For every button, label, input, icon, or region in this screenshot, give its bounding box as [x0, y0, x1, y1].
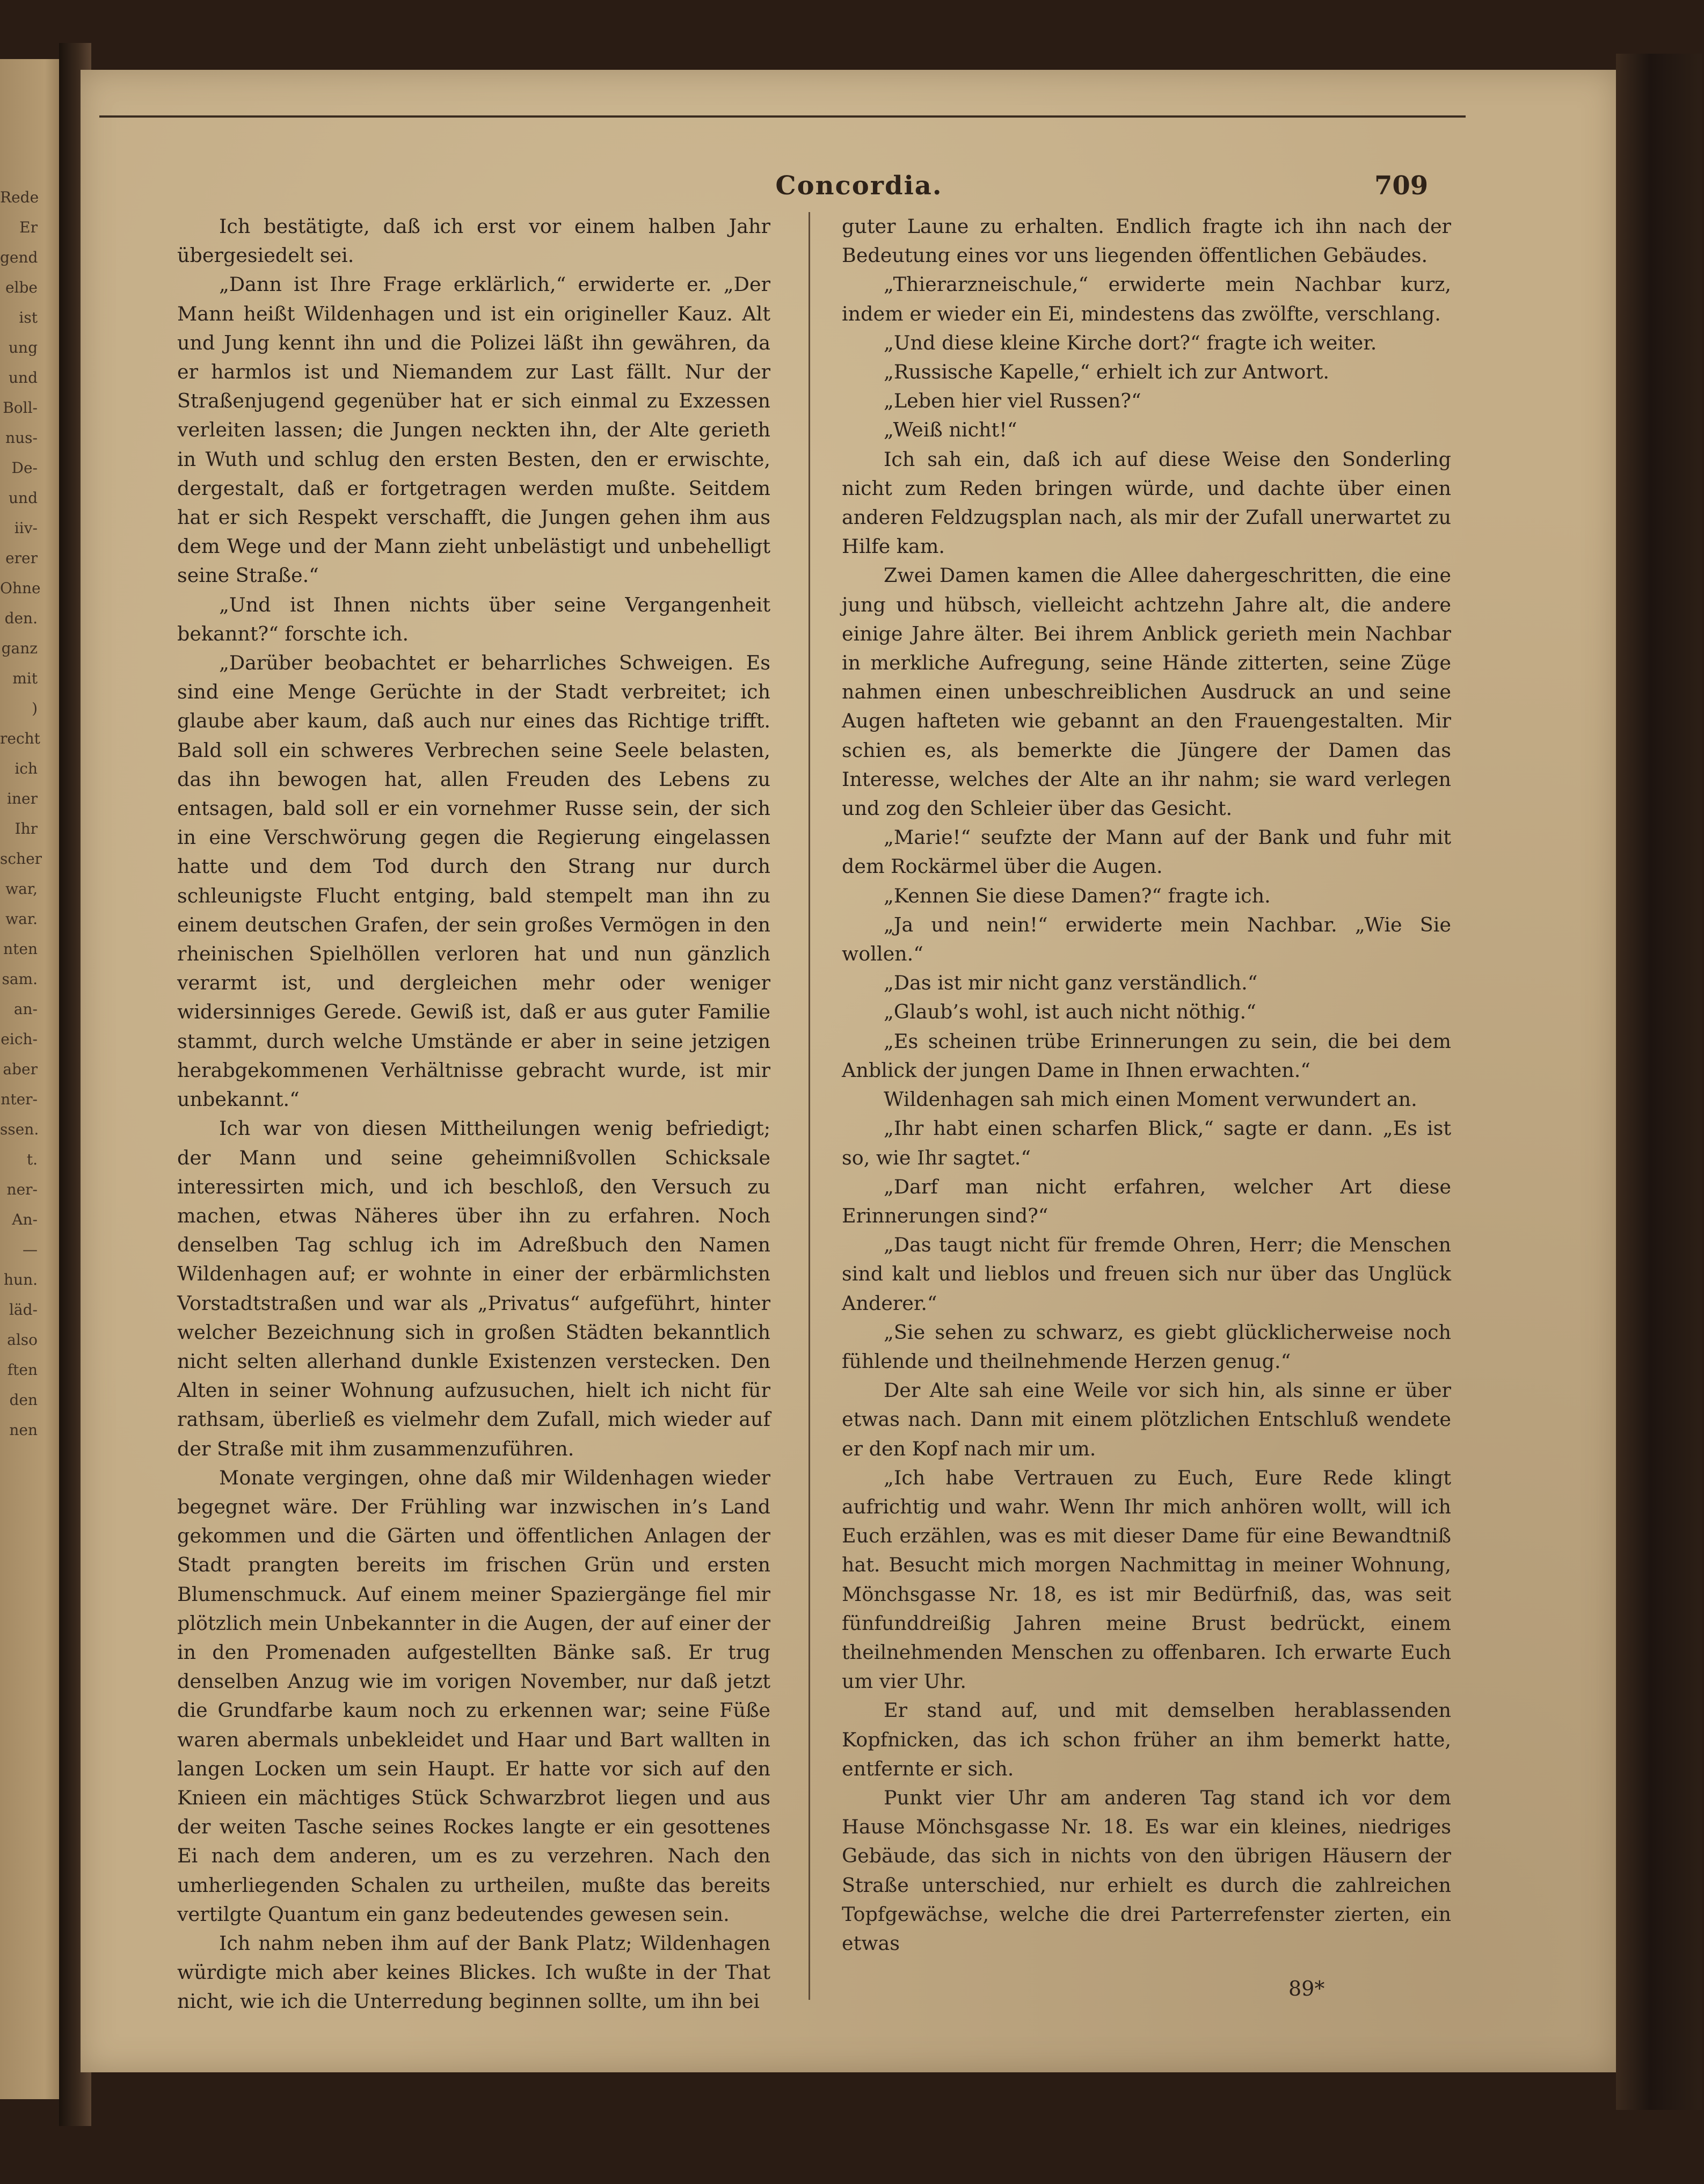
facing-page-fragment: also — [7, 1331, 38, 1349]
facing-page-fragment: den — [9, 1391, 38, 1409]
paragraph: „Und diese kleine Kirche dort?“ fragte ich weiter. — [884, 331, 1377, 354]
paragraph: guter Laune zu erhalten. Endlich fragte ich ihn nach der Bedeutung eines vor uns liegenden öffentlichen Gebäudes. — [842, 215, 1451, 267]
paragraph: Wildenhagen sah mich einen Moment verwundert an. — [884, 1088, 1417, 1111]
paragraph: Ich nahm neben ihm auf der Bank Platz; Wildenhagen würdigte mich aber keines Blickes. Ich wußte in der That nicht, wie ich die Unterredung beginnen sollte, um ihn bei — [177, 1931, 770, 2013]
paragraph: „Das ist mir nicht ganz verständlich.“ — [884, 971, 1258, 995]
column-divider — [809, 212, 810, 2000]
facing-page-fragment: nter- — [1, 1090, 38, 1108]
facing-page-fragment: und — [9, 489, 38, 507]
facing-page-fragment: An- — [12, 1211, 38, 1228]
paragraph: „Darüber beobachtet er beharrliches Schweigen. Es sind eine Menge Gerüchte in der Stadt verbreitet; ich glaube aber kaum, daß auch nur eines das Richtige trifft. Bald soll ein schweres Verbrechen seine Seele belasten, das ihn bewogen hat, allen Freuden des Lebens zu entsagen, bald soll er ein vornehmer Russe sein, der sich in eine Verschwörung gegen die Regierung eingelassen hatte und dem Tod durch den Strang nur durch schleunigste Flucht entging, bald stempelt man ihn zu einem deutschen Grafen, der sein großes Vermögen in den rheinischen Spielhöllen verloren hat und nun gänzlich verarmt ist, und dergleichen mehr oder weniger widersinniges Gerede. Gewiß ist, daß er aus guter Familie stammt, durch welche Umstände er aber in seine jetzigen herabgekommenen Verhältnisse gebracht wurde, ist mir unbekannt.“ — [177, 651, 770, 1111]
paragraph: „Ihr habt einen scharfen Blick,“ sagte er dann. „Es ist so, wie Ihr sagtet.“ — [842, 1117, 1451, 1169]
header-rule — [99, 115, 1466, 118]
facing-page-fragment: Rede — [0, 188, 39, 206]
page-number: 709 — [1374, 171, 1429, 201]
facing-page-fragment: scher — [0, 850, 42, 868]
facing-page-fragment: an- — [13, 1000, 38, 1018]
facing-page-fragment: De- — [11, 459, 38, 477]
paragraph: „Marie!“ seufzte der Mann auf der Bank und fuhr mit dem Rockärmel über die Augen. — [842, 826, 1451, 878]
paragraph: „Dann ist Ihre Frage erklärlich,“ erwiderte er. „Der Mann heißt Wildenhagen und ist ein origineller Kauz. Alt und Jung kennt ihn und die Polizei läßt ihn gewähren, da er harmlos ist und Niemandem zur Last fällt. Nur der Straßenjugend gegenüber hat er sich einmal zu Exzessen verleiten lassen; die Jungen neckten ihn, der Alte gerieth in Wuth und schlug den ersten Besten, den er erwischte, dergestalt, daß er fortgetragen werden mußte. Seitdem hat er sich Respekt verschafft, die Jungen gehen ihm aus dem Wege und der Mann zieht unbelästigt und unbehelligt seine Straße.“ — [177, 273, 770, 587]
book-cover-edge — [1616, 54, 1702, 2110]
running-head: Concordia. — [775, 171, 943, 201]
facing-page-fragment: Boll- — [3, 399, 38, 417]
facing-page-fragment: iiv- — [14, 519, 38, 537]
paragraph: „Leben hier viel Russen?“ — [884, 389, 1141, 413]
text-column-left — [177, 212, 770, 2016]
facing-page-fragment: läd- — [9, 1301, 38, 1319]
facing-page-fragment: erer — [5, 549, 38, 567]
facing-page-fragment: Er — [19, 219, 38, 236]
paragraph: „Es scheinen trübe Erinnerungen zu sein, die bei dem Anblick der jungen Dame in Ihnen erwachten.“ — [842, 1029, 1451, 1082]
facing-page-fragment: aber — [3, 1060, 38, 1078]
facing-page-fragment: war, — [5, 880, 38, 898]
text-column-right — [842, 212, 1451, 1958]
facing-page-fragment: iner — [7, 790, 38, 807]
facing-page-fragment: und — [9, 369, 38, 387]
facing-page-fragment: recht — [0, 730, 40, 747]
paragraph: „Glaub’s wohl, ist auch nicht nöthig.“ — [884, 1000, 1256, 1024]
facing-page-fragment: ner- — [6, 1181, 38, 1198]
paragraph: „Thierarzneischule,“ erwiderte mein Nachbar kurz, indem er wieder ein Ei, mindestens das zwölfte, verschlang. — [842, 273, 1451, 325]
facing-page-fragment: Ohne — [0, 579, 41, 597]
facing-page-fragment: sam. — [2, 970, 38, 988]
facing-page-fragment: — — [23, 1241, 38, 1258]
facing-page-fragment: ) — [32, 700, 38, 717]
facing-page-fragment: nten — [3, 940, 38, 958]
paragraph: „Darf man nicht erfahren, welcher Art diese Erinnerungen sind?“ — [842, 1175, 1451, 1227]
facing-page-fragment: eich- — [1, 1030, 38, 1048]
paragraph: Der Alte sah eine Weile vor sich hin, als sinne er über etwas nach. Dann mit einem plötzlichen Entschluß wendete er den Kopf nach mir um. — [842, 1379, 1451, 1460]
paragraph: „Ja und nein!“ erwiderte mein Nachbar. „Wie Sie wollen.“ — [842, 913, 1451, 966]
paragraph: Ich war von diesen Mittheilungen wenig befriedigt; der Mann und seine geheimnißvollen Schicksale interessirten mich, und ich beschloß, den Versuch zu machen, etwas Näheres über ihn zu erfahren. Noch denselben Tag schlug ich im Adreßbuch den Namen Wildenhagen auf; er wohnte in einer der erbärmlichsten Vorstadtstraßen und war als „Privatus“ aufgeführt, hinter welcher Bezeichnung sich in großen Städten bekanntlich nicht selten allerhand dunkle Existenzen verstecken. Den Alten in seiner Wohnung aufzusuchen, hielt ich nicht für rathsam, überließ es vielmehr dem Zufall, mich wieder auf der Straße mit ihm zusammenzuführen. — [177, 1117, 770, 1460]
paragraph: „Weiß nicht!“ — [884, 418, 1017, 442]
facing-page-fragment: elbe — [5, 279, 38, 296]
facing-page-fragment: ganz — [1, 639, 38, 657]
facing-page-fragment: den. — [4, 609, 38, 627]
paragraph: Punkt vier Uhr am anderen Tag stand ich vor dem Hause Mönchsgasse Nr. 18. Es war ein kleines, niedriges Gebäude, das sich in nichts von den übrigen Häusern der Straße unterschied, nur erhielt es durch die zahlreichen Topfgewächse, welche die drei Parterrefenster zierten, ein etwas — [842, 1786, 1451, 1955]
facing-page-fragment: ich — [14, 760, 38, 777]
facing-page-fragment: hun. — [4, 1271, 38, 1288]
paragraph: „Kennen Sie diese Damen?“ fragte ich. — [884, 884, 1271, 907]
facing-page-fragment: war. — [5, 910, 38, 928]
facing-page-fragment: t. — [26, 1151, 38, 1168]
paragraph: „Und ist Ihnen nichts über seine Vergangenheit bekannt?“ forschte ich. — [177, 593, 770, 645]
signature-mark: 89* — [1288, 1977, 1325, 2000]
paragraph: Monate vergingen, ohne daß mir Wildenhagen wieder begegnet wäre. Der Frühling war inzwischen in’s Land gekommen und die Gärten und öffentlichen Anlagen der Stadt prangten bereits im frischen Grün und ersten Blumenschmuck. Auf einem meiner Spaziergänge fiel mir plötzlich mein Unbekannter in die Augen, der auf einer der in den Promenaden aufgestellten Bänke saß. Er trug denselben Anzug wie im vorigen November, nur daß jetzt die Grundfarbe kaum noch zu erkennen war; seine Füße waren abermals unbekleidet und Haar und Bart wallten in langen Locken um sein Haupt. Er hatte vor sich auf den Knieen ein mächtiges Stück Schwarzbrot liegen und aus der weiten Tasche seines Rockes langte er ein gesottenes Ei nach dem anderen, um es zu verzehren. Nach den umherliegenden Schalen zu urtheilen, mußte das bereits vertilgte Quantum ein ganz bedeutendes gewesen sein. — [177, 1466, 770, 1926]
facing-page-fragments — [0, 183, 43, 1445]
paragraph: Zwei Damen kamen die Allee dahergeschritten, die eine jung und hübsch, vielleicht achtzehn Jahre alt, die andere einige Jahre älter. Bei ihrem Anblick gerieth mein Nachbar in merkliche Aufregung, seine Hände zitterten, seine Züge nahmen einen unbeschreiblichen Ausdruck an und seine Augen hafteten wie gebannt an den Frauengestalten. Mir schien es, als bemerkte die Jüngere der Damen das Interesse, welches der Alte an ihr nahm; sie ward verlegen und zog den Schleier über das Gesicht. — [842, 564, 1451, 820]
facing-page-fragment: Ihr — [14, 820, 38, 838]
facing-page-fragment: gend — [0, 249, 38, 266]
paragraph: Ich sah ein, daß ich auf diese Weise den Sonderling nicht zum Reden bringen würde, und dachte über einen anderen Feldzugsplan nach, als mir der Zufall unerwartet zu Hilfe kam. — [842, 447, 1451, 558]
facing-page-fragment: mit — [12, 669, 38, 687]
paragraph: „Das taugt nicht für fremde Ohren, Herr; die Menschen sind kalt und lieblos und freuen sich nur über das Unglück Anderer.“ — [842, 1233, 1451, 1315]
facing-page-fragment: ssen. — [0, 1120, 39, 1138]
facing-page-fragment: nen — [9, 1421, 38, 1439]
facing-page-fragment: ist — [19, 309, 38, 326]
paragraph: „Sie sehen zu schwarz, es giebt glücklicherweise noch fühlende und theilnehmende Herzen genug.“ — [842, 1320, 1451, 1373]
paragraph: Er stand auf, und mit demselben herablassenden Kopfnicken, das ich schon früher an ihm bemerkt hatte, entfernte er sich. — [842, 1699, 1451, 1780]
paragraph: „Russische Kapelle,“ erhielt ich zur Antwort. — [884, 360, 1329, 384]
facing-page-fragment: ung — [9, 339, 38, 356]
facing-page-fragment: ften — [7, 1361, 38, 1379]
paragraph: „Ich habe Vertrauen zu Euch, Eure Rede klingt aufrichtig und wahr. Wenn Ihr mich anhören wollt, will ich Euch erzählen, was es mit dieser Dame für eine Bewandtniß hat. Besucht mich morgen Nachmittag in meiner Wohnung, Mönchsgasse Nr. 18, es ist mir Bedürfniß, das, was seit fünfunddreißig Jahren meine Brust bedrückt, einem theilnehmenden Menschen zu offenbaren. Ich erwarte Euch um vier Uhr. — [842, 1466, 1451, 1693]
facing-page-fragment: nus- — [5, 429, 38, 447]
paragraph: Ich bestätigte, daß ich erst vor einem halben Jahr übergesiedelt sei. — [177, 215, 770, 267]
